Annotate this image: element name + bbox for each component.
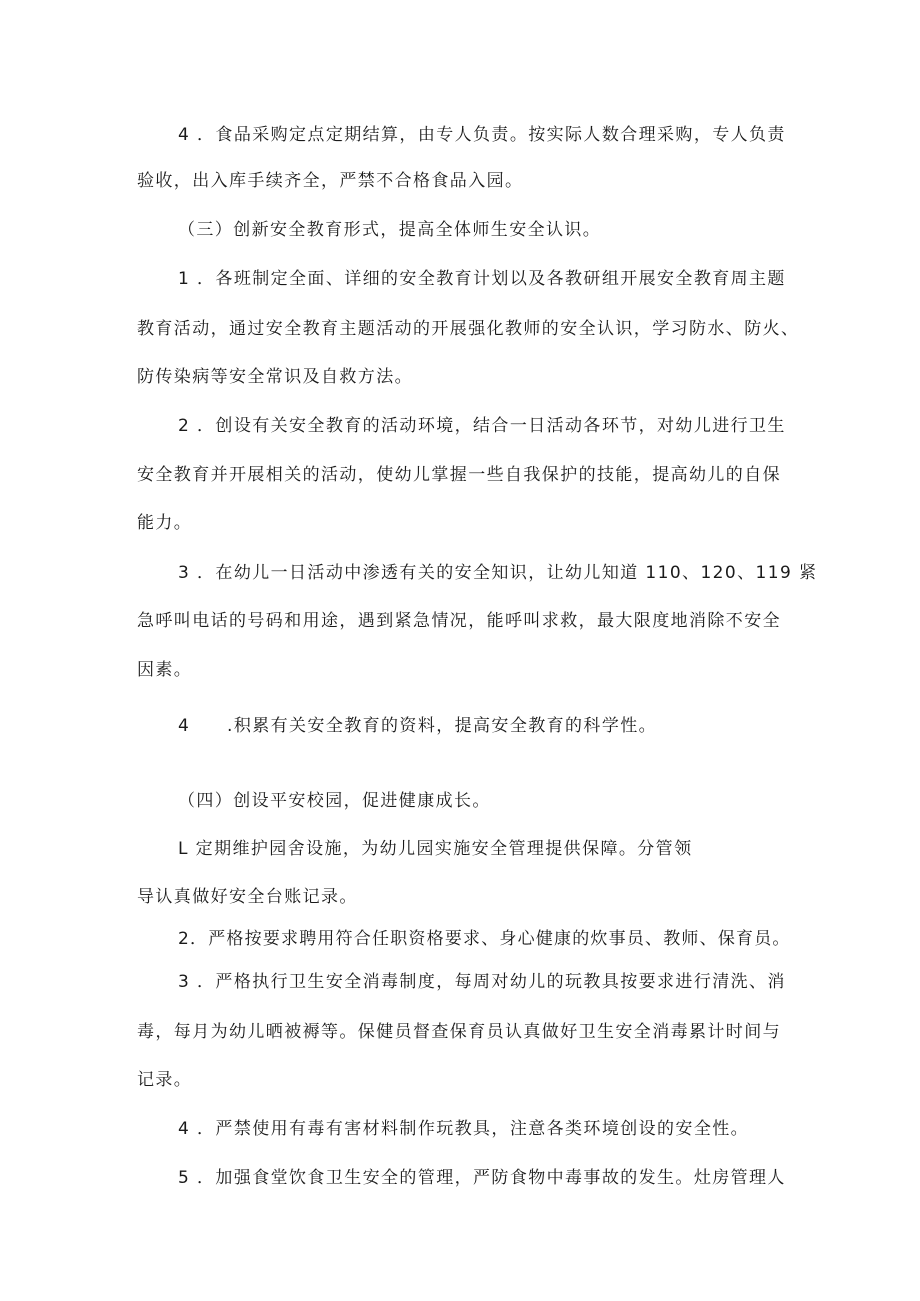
- section-heading: （三）创新安全教育形式，提高全体师生安全认识。: [178, 220, 602, 240]
- paragraph-line: 毒，每月为幼儿晒被褥等。保健员督查保育员认真做好卫生安全消毒累计时间与: [137, 1022, 781, 1042]
- paragraph-line: L 定期维护园舍设施，为幼儿园实施安全管理提供保障。分管领: [178, 839, 693, 859]
- paragraph-line: 急呼叫电话的号码和用途，遇到紧急情况，能呼叫求救，最大限度地消除不安全: [137, 611, 781, 631]
- section-heading: （四）创设平安校园，促进健康成长。: [178, 791, 491, 811]
- paragraph-line: 安全教育并开展相关的活动，使幼儿掌握一些自我保护的技能，提高幼儿的自保: [137, 465, 781, 485]
- paragraph-line: 3 ．严格执行卫生安全消毒制度，每周对幼儿的玩教具按要求进行清洗、消: [178, 972, 786, 992]
- paragraph-line: 4 ．食品采购定点定期结算，由专人负责。按实际人数合理采购，专人负责: [178, 125, 786, 145]
- paragraph-line: 导认真做好安全台账记录。: [137, 887, 358, 907]
- paragraph-line: 因素。: [137, 660, 193, 680]
- paragraph-line: 验收，出入库手续齐全，严禁不合格食品入园。: [137, 171, 524, 191]
- paragraph-line: 1 ．各班制定全面、详细的安全教育计划以及各教研组开展安全教育周主题: [178, 269, 786, 289]
- paragraph-line: 4 ．严禁使用有毒有害材料制作玩教具，注意各类环境创设的安全性。: [178, 1119, 750, 1139]
- paragraph-line: 防传染病等安全常识及自救方法。: [137, 367, 413, 387]
- paragraph-line: 4 .积累有关安全教育的资料，提高安全教育的科学性。: [178, 716, 658, 736]
- paragraph-line: 3 ．在幼儿一日活动中渗透有关的安全知识，让幼儿知道 110、120、119 紧: [178, 563, 818, 583]
- paragraph-line: 2．严格按要求聘用符合任职资格要求、身心健康的炊事员、教师、保育员。: [178, 929, 791, 949]
- paragraph-line: 2 ．创设有关安全教育的活动环境，结合一日活动各环节，对幼儿进行卫生: [178, 416, 786, 436]
- paragraph-line: 能力。: [137, 513, 193, 533]
- paragraph-line: 记录。: [137, 1070, 193, 1090]
- paragraph-line: 教育活动，通过安全教育主题活动的开展强化教师的安全认识，学习防水、防火、: [137, 319, 800, 339]
- paragraph-line: 5 ．加强食堂饮食卫生安全的管理，严防食物中毒事故的发生。灶房管理人: [178, 1168, 786, 1188]
